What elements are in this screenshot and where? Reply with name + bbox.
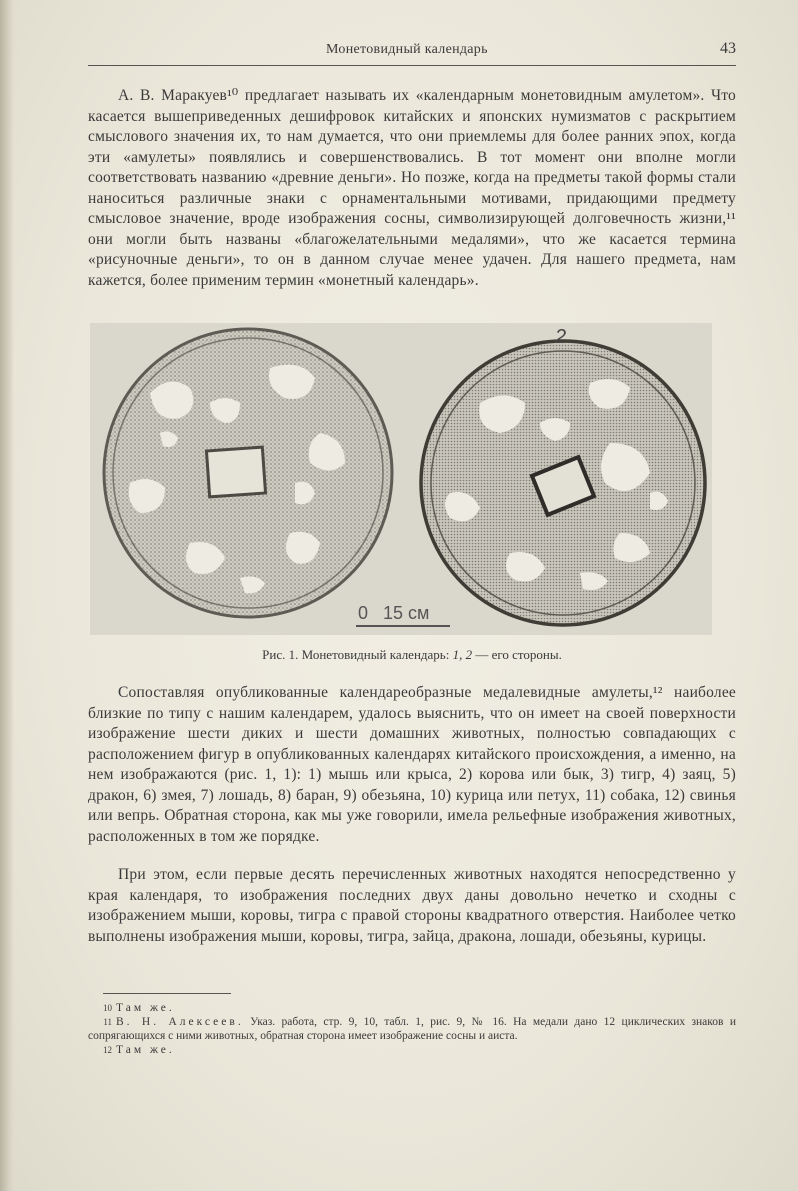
paragraph-3-text: При этом, если первые десять перечисленных животных находятся непосредственно у края календаря, то изображения последних двух даны довольно нечетко и сходны с изображением мыши, коровы, тигра с правой стороны квадратного отверстия. Наиболее четко выполнены изображения мыши, коровы, тигра, зайца, дракона, лошади, обезьяны, курицы.: [88, 866, 736, 945]
scale-bar: [356, 603, 450, 626]
footnote-source: Там же.: [116, 1044, 175, 1056]
footnote-11: [88, 1015, 736, 1043]
footnote-source: Там же.: [116, 1002, 175, 1014]
coin-side-2: [421, 341, 705, 625]
paragraph-1: [88, 86, 736, 291]
coin-side-1: [104, 329, 392, 617]
page-spine-shadow: [0, 0, 14, 1191]
paragraph-1-text: А. В. Маракуев¹⁰ предлагает называть их «календарным монетовидным амулетом». Что касается вышеприведенных дешифровок китайских и японских нумизматов с раскрытием смыслового значения их, то нам думается, что они приемлемы для более ранних эпох, когда эти «амулеты» появлялись и совершенствовались. В тот момент они вполне могли соответствовать названию «древние деньги». Но позже, когда на предметы такой формы стали наноситься различные знаки с орнаментальными мотивами, придающими предмету смысловое значение, вроде изображения сосны, символизирующей долговечность жизни,¹¹ они могли быть названы «благожелательными медалями», что же касается термина «рисуночные деньги», то он в данном случае менее удачен. Для нашего предмета, нам кажется, более применим термин «монетный календарь».: [88, 87, 736, 289]
footnote-rule: [103, 993, 231, 994]
footnote-number: 11: [103, 1017, 112, 1027]
coin-photograph: [90, 323, 712, 635]
footnotes: [88, 1001, 736, 1057]
footnote-text: Указ. работа, стр. 9, 10, табл. 1, рис. 9, № 16. На медали дано 12 циклических знаков и сопрягающихся с ними животных, обратная сторона имеет изображение сосны и аиста.: [88, 1016, 736, 1042]
running-header: [88, 40, 736, 64]
caption-italic: 1, 2: [452, 647, 473, 662]
footnote-12: [88, 1043, 736, 1057]
scale-text: 0 15 см: [358, 603, 430, 623]
page-number: 43: [720, 40, 736, 57]
footnote-source: В. Н. Алексеев.: [116, 1016, 244, 1028]
header-rule: [88, 65, 736, 66]
paragraph-2: [88, 683, 736, 847]
caption-suffix: — его стороны.: [472, 647, 562, 662]
footnote-number: 10: [103, 1003, 112, 1013]
footnote-number: 12: [103, 1045, 112, 1055]
paragraph-2-text: Сопоставляя опубликованные календареобразные медалевидные амулеты,¹² наиболее близкие по типу с нашим календарем, удалось выяснить, что он имеет на своей поверхности изображение шести диких и шести домашних животных, полностью совпадающих с расположением фигур в опубликованных календарях китайского происхождения, а именно, на нем изображаются (рис. 1, 1): 1) мышь или крыса, 2) корова или бык, 3) тигр, 4) заяц, 5) дракон, 6) змея, 7) лошадь, 8) баран, 9) обезьяна, 10) курица или петух, 11) собака, 12) свинья или вепрь. Обратная сторона, как мы уже говорили, имела рельефные изображения животных, расположенных в том же порядке.: [88, 684, 736, 845]
figure-coin-photo: [90, 323, 712, 635]
footnote-10: [88, 1001, 736, 1015]
figure-label-2: 2: [555, 326, 567, 348]
figure-caption: [88, 647, 736, 663]
running-title: Монетовидный календарь: [326, 42, 488, 57]
paragraph-3: [88, 865, 736, 947]
caption-prefix: Рис. 1. Монетовидный календарь:: [262, 647, 453, 662]
